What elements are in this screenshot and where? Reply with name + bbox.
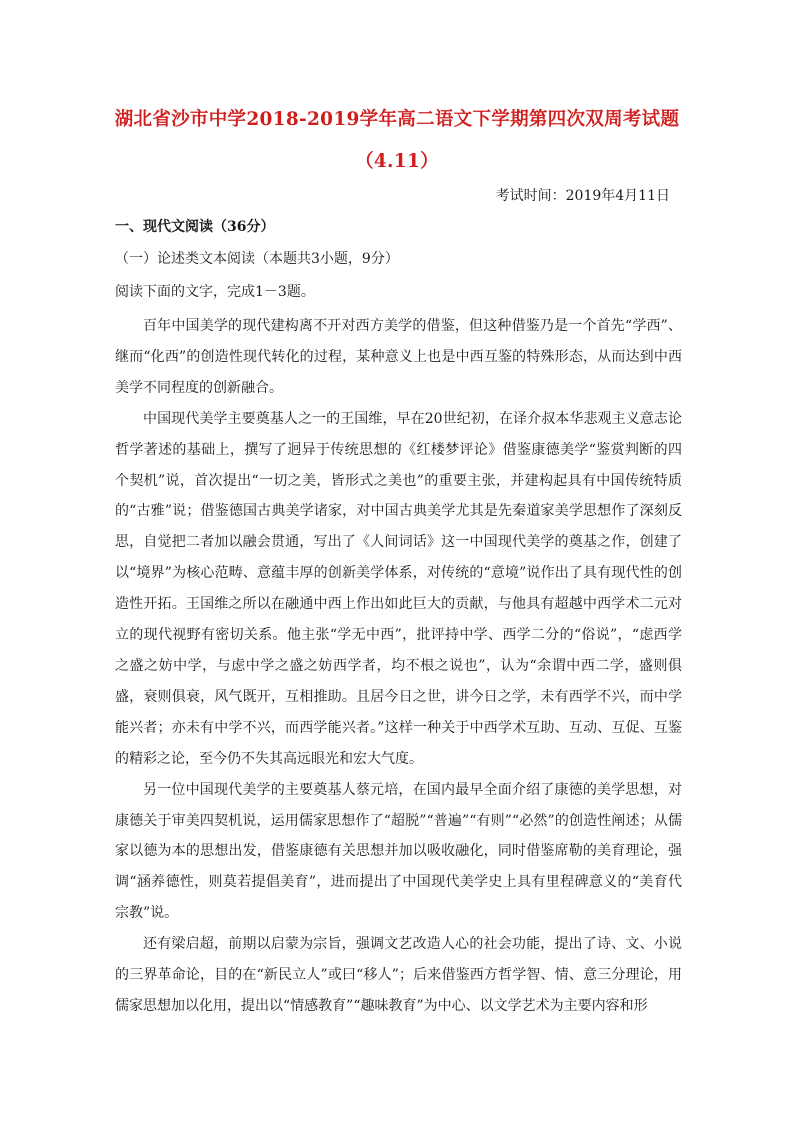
exam-date: 考试时间：2019年4月11日 <box>495 188 670 204</box>
subsection-heading: （一）论述类文本阅读（本题共3小题，9分） <box>115 251 399 267</box>
paragraph: 还有梁启超，前期以启蒙为宗旨，强调文艺改造人心的社会功能，提出了诗、文、小说的三界革命论，目的在“新民立人”或曰“移人”；后来借鉴西方哲学智、情、意三分理论，用儒家思想加以化用，提出以“情感教育”“趣味教育”为中心、以文学艺术为主要内容和形 <box>115 936 682 1014</box>
paragraph: 另一位中国现代美学的主要奠基人蔡元培，在国内最早全面介绍了康德的美学思想，对康德关于审美四契机说，运用儒家思想作了“超脱”“普遍”“有则”“必然”的创造性阐述；从儒家以德为本的思想出发，借鉴康德有关思想并加以吸收融化，同时借鉴席勒的美育理论，强调“涵养德性，则莫若提倡美育”，进而提出了中国现代美学史上具有里程碑意义的“美育代宗教”说。 <box>115 781 682 922</box>
document-title-date: （4.11） <box>355 151 439 172</box>
document-title: 湖北省沙市中学2018-2019学年高二语文下学期第四次双周考试题 <box>114 109 680 130</box>
section-heading: 一、现代文阅读（36分） <box>115 219 275 235</box>
reading-instruction: 阅读下面的文字，完成1－3题。 <box>115 284 315 300</box>
paragraph: 中国现代美学主要奠基人之一的王国维，早在20世纪初，在译介叔本华悲观主义意志论哲学著述的基础上，撰写了迥异于传统思想的《红楼梦评论》借鉴康德美学“鉴赏判断的四个契机”说，首次提出“一切之美，皆形式之美也”的重要主张，并建构起具有中国传统特质的“古雅”说；借鉴德国古典美学诸家，对中国古典美学尤其是先秦道家美学思想作了深刻反思，自觉把二者加以融会贯通，写出了《人间词话》这一中国现代美学的奠基之作，创建了以“境界”为核心范畴、意蕴丰厚的创新美学体系，对传统的“意境”说作出了具有现代性的创造性开拓。王国维之所以在融通中西上作出如此巨大的贡献，与他具有超越中西学术二元对立的现代视野有密切关系。他主张“学无中西”，批评持中学、西学二分的“俗说”，“虑西学之盛之妨中学，与虑中学之盛之妨西学者，均不根之说也”，认为“余谓中西二学，盛则俱盛，衰则俱衰，风气既开，互相推助。且居今日之世，讲今日之学，未有西学不兴，而中学能兴者；亦未有中学不兴，而西学能兴者。”这样一种关于中西学术互助、互动、互促、互鉴的精彩之论，至今仍不失其高远眼光和宏大气度。 <box>115 410 682 767</box>
paragraph: 百年中国美学的现代建构离不开对西方美学的借鉴，但这种借鉴乃是一个首先“学西”、继而“化西”的创造性现代转化的过程，某种意义上也是中西互鉴的特殊形态，从而达到中西美学不同程度的创新融合。 <box>115 318 682 396</box>
reading-passage <box>115 311 682 1022</box>
